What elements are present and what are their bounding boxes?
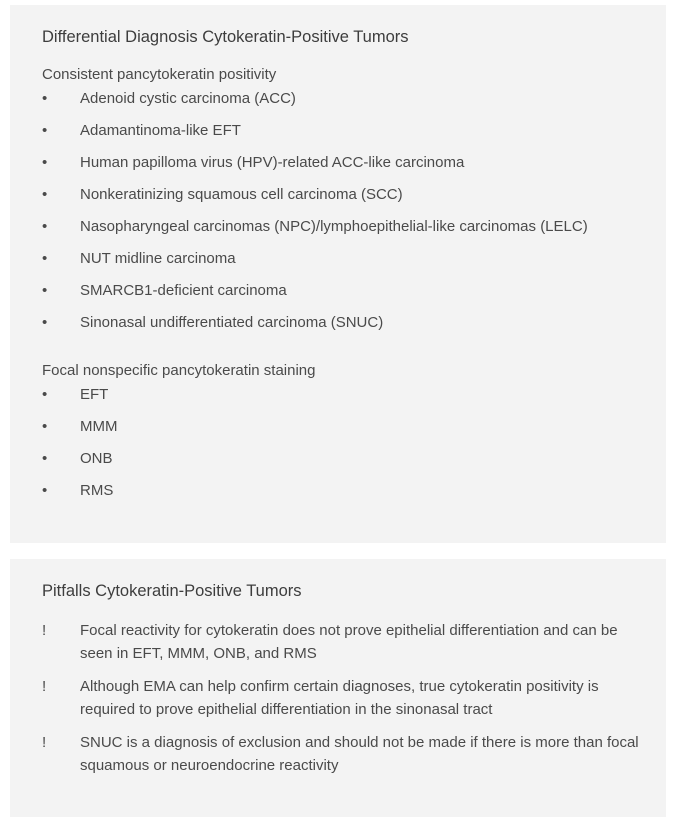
pitfalls-list	[42, 619, 652, 787]
list-item	[42, 249, 652, 281]
bullet-icon: •	[42, 122, 48, 139]
pitfalls-title: Pitfalls Cytokeratin-Positive Tumors	[42, 582, 302, 600]
bullet-icon: •	[42, 386, 48, 403]
pitfalls-box	[10, 559, 666, 817]
differential-diagnosis-box	[10, 5, 666, 543]
list-item	[42, 675, 652, 721]
consistent-positivity-list	[42, 89, 652, 345]
list-item	[42, 417, 652, 449]
list-item	[42, 89, 652, 121]
exclamation-icon: !	[42, 734, 47, 751]
list-item	[42, 481, 652, 513]
list-item	[42, 121, 652, 153]
section-heading-focal: Focal nonspecific pancytokeratin staining	[42, 362, 316, 379]
bullet-icon: •	[42, 90, 48, 107]
bullet-icon: •	[42, 482, 48, 499]
list-item-text: ONB	[80, 450, 113, 467]
bullet-icon: •	[42, 418, 48, 435]
list-item	[42, 185, 652, 217]
bullet-icon: •	[42, 314, 48, 331]
list-item-text: SNUC is a diagnosis of exclusion and should not be made if there is more than focal squamous or neuroendocrine reactivity	[80, 734, 639, 774]
list-item-text: Nasopharyngeal carcinomas (NPC)/lymphoepithelial-like carcinomas (LELC)	[80, 218, 588, 235]
list-item-text: RMS	[80, 482, 114, 499]
bullet-icon: •	[42, 218, 48, 235]
bullet-icon: •	[42, 154, 48, 171]
list-item	[42, 281, 652, 313]
list-item-text: MMM	[80, 418, 118, 435]
list-item-text: Human papilloma virus (HPV)-related ACC-like carcinoma	[80, 154, 465, 171]
list-item-text: NUT midline carcinoma	[80, 250, 236, 267]
list-item-text: Sinonasal undifferentiated carcinoma (SNUC)	[80, 314, 384, 331]
list-item-text: Adamantinoma-like EFT	[80, 122, 241, 139]
list-item	[42, 313, 652, 345]
list-item-text: SMARCB1-deficient carcinoma	[80, 282, 287, 299]
list-item-text: Adenoid cystic carcinoma (ACC)	[80, 90, 296, 107]
exclamation-icon: !	[42, 678, 47, 695]
list-item-text: Nonkeratinizing squamous cell carcinoma (SCC)	[80, 186, 403, 203]
list-item	[42, 153, 652, 185]
list-item	[42, 449, 652, 481]
list-item	[42, 385, 652, 417]
bullet-icon: •	[42, 186, 48, 203]
list-item-text: Focal reactivity for cytokeratin does not prove epithelial differentiation and can be seen in EFT, MMM, ONB, and RMS	[80, 622, 618, 662]
bullet-icon: •	[42, 250, 48, 267]
list-item	[42, 731, 652, 777]
bullet-icon: •	[42, 450, 48, 467]
list-item	[42, 619, 652, 665]
list-item-text: EFT	[80, 386, 109, 403]
section-heading-consistent: Consistent pancytokeratin positivity	[42, 66, 277, 83]
differential-diagnosis-title: Differential Diagnosis Cytokeratin-Positive Tumors	[42, 28, 409, 46]
exclamation-icon: !	[42, 622, 47, 639]
list-item	[42, 217, 652, 249]
bullet-icon: •	[42, 282, 48, 299]
focal-staining-list	[42, 385, 652, 513]
list-item-text: Although EMA can help confirm certain diagnoses, true cytokeratin positivity is required to prove epithelial differentiation in the sinonasal tract	[80, 678, 599, 718]
